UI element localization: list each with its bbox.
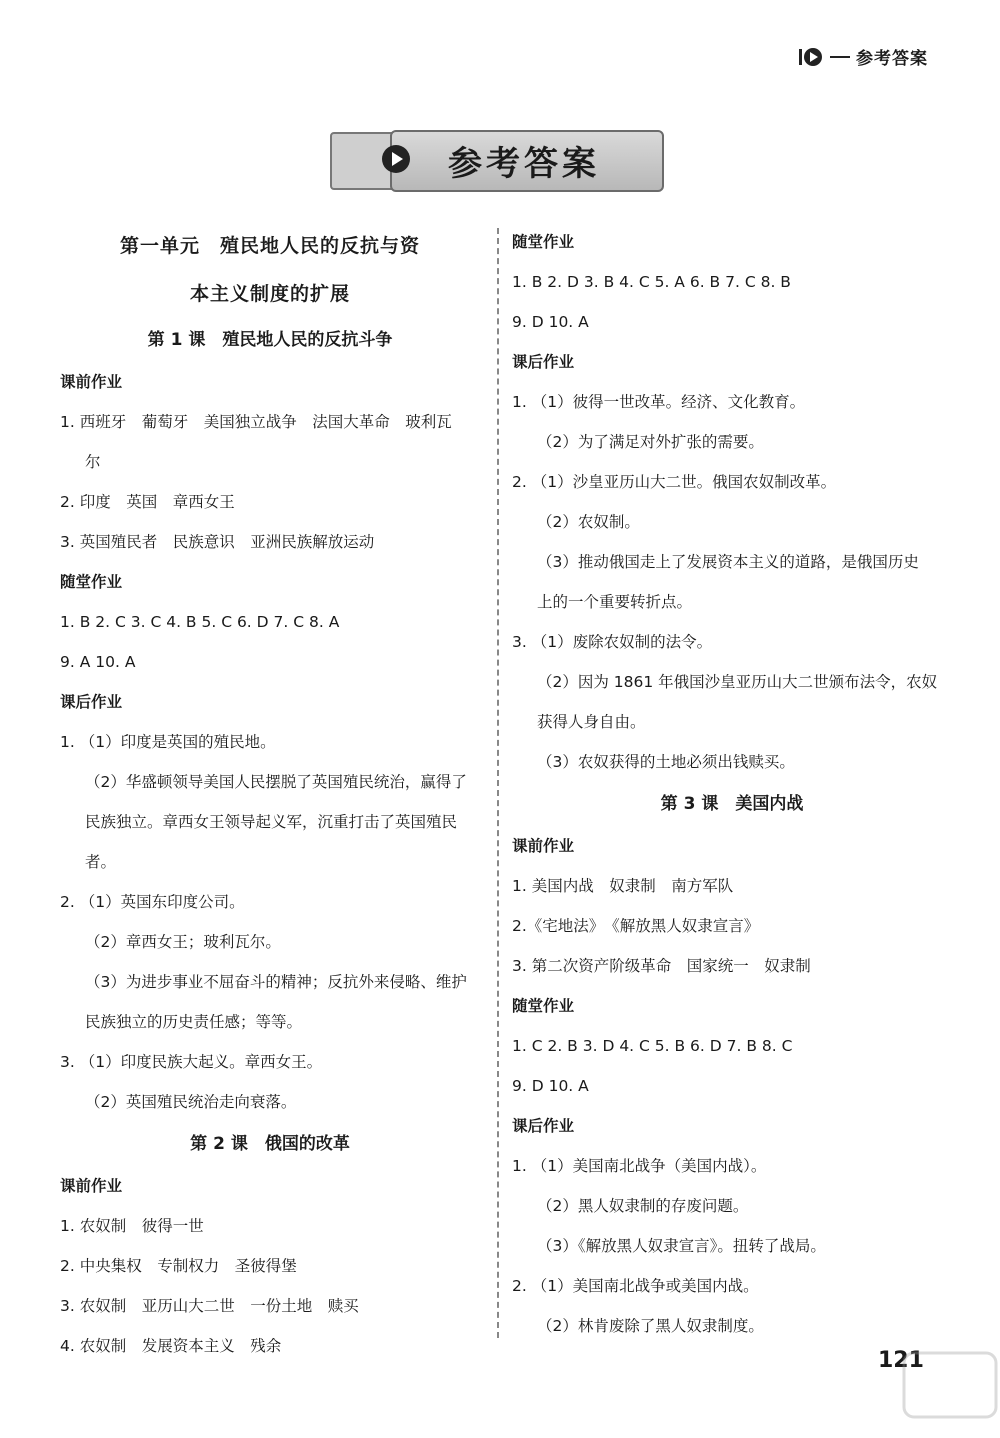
answer-item: 2. （1）美国南北战争或美国内战。 <box>512 1277 759 1295</box>
answer-continuation: （2）农奴制。 <box>537 513 640 531</box>
section-heading: 随堂作业 <box>512 997 575 1015</box>
answer-item: 2. 中央集权 专制权力 圣彼得堡 <box>60 1257 297 1275</box>
answer-item: 3. （1）印度民族大起义。章西女王。 <box>60 1053 323 1071</box>
section-heading: 课前作业 <box>60 373 123 391</box>
answer-continuation: （2）为了满足对外扩张的需要。 <box>537 433 764 451</box>
answer-continuation: （3）为进步事业不屈奋斗的精神；反抗外来侵略、维护 <box>85 973 467 991</box>
answer-item: 1. B 2. D 3. B 4. C 5. A 6. B 7. C 8. B <box>512 273 791 291</box>
answer-continuation: 者。 <box>85 853 117 871</box>
answer-item: 4. 农奴制 发展资本主义 残余 <box>60 1337 282 1355</box>
answer-item: 2.《宅地法》 《解放黑人奴隶宣言》 <box>512 917 760 935</box>
section-heading: 随堂作业 <box>60 573 123 591</box>
answer-item: 9. A 10. A <box>60 653 136 671</box>
unit-title: 第一单元 殖民地人民的反抗与资 <box>119 235 420 257</box>
answer-item: 9. D 10. A <box>512 313 589 331</box>
play-circle-icon <box>380 143 412 179</box>
answer-item: 1. 美国内战 奴隶制 南方军队 <box>512 877 734 895</box>
banner-title: 参考答案 <box>448 144 600 184</box>
answer-continuation: （2）华盛顿领导美国人民摆脱了英国殖民统治，赢得了 <box>85 773 467 791</box>
watermark-stamp-icon <box>900 1345 1000 1425</box>
section-heading: 课后作业 <box>60 693 123 711</box>
header-rule <box>830 56 850 58</box>
play-logo-icon <box>798 46 824 68</box>
answer-item: 3. 农奴制 亚历山大二世 一份土地 赎买 <box>60 1297 359 1315</box>
answer-item: 1. 西班牙 葡萄牙 美国独立战争 法国大革命 玻利瓦 <box>60 413 452 431</box>
answer-item: 1. B 2. C 3. C 4. B 5. C 6. D 7. C 8. A <box>60 613 340 631</box>
answer-continuation: 民族独立的历史责任感；等等。 <box>85 1013 303 1031</box>
answer-continuation: （2）林肯废除了黑人奴隶制度。 <box>537 1317 764 1335</box>
answer-continuation: （3）农奴获得的土地必须出钱赎买。 <box>537 753 795 771</box>
answer-continuation: （2）黑人奴隶制的存废问题。 <box>537 1197 749 1215</box>
lesson-title: 第 2 课 俄国的改革 <box>190 1134 350 1154</box>
answer-continuation: （2）因为 1861 年俄国沙皇亚历山大二世颁布法令，农奴 <box>537 673 938 691</box>
answer-continuation: （2）章西女王；玻利瓦尔。 <box>85 933 281 951</box>
page-header <box>798 44 928 69</box>
left-column <box>60 222 480 1366</box>
answer-continuation: 上的一个重要转折点。 <box>537 593 693 611</box>
answer-continuation: 获得人身自由。 <box>537 713 646 731</box>
answer-item: 1. （1）美国南北战争（美国内战）。 <box>512 1157 767 1175</box>
title-banner <box>330 130 660 188</box>
answer-continuation: 尔 <box>85 453 101 471</box>
section-heading: 课前作业 <box>512 837 575 855</box>
answer-item: 2. （1）沙皇亚历山大二世。俄国农奴制改革。 <box>512 473 837 491</box>
answer-item: 1. （1）印度是英国的殖民地。 <box>60 733 276 751</box>
answer-continuation: （3）《解放黑人奴隶宣言》。扭转了战局。 <box>537 1237 826 1255</box>
answer-item: 1. C 2. B 3. D 4. C 5. B 6. D 7. B 8. C <box>512 1037 793 1055</box>
section-heading: 课前作业 <box>60 1177 123 1195</box>
answer-item: 3. 英国殖民者 民族意识 亚洲民族解放运动 <box>60 533 375 551</box>
unit-title: 本主义制度的扩展 <box>189 283 350 305</box>
answer-item: 3. （1）废除农奴制的法令。 <box>512 633 713 651</box>
answer-item: 1. （1）彼得一世改革。经济、文化教育。 <box>512 393 806 411</box>
answer-item: 3. 第二次资产阶级革命 国家统一 奴隶制 <box>512 957 811 975</box>
answer-continuation: （3）推动俄国走上了发展资本主义的道路，是俄国历史 <box>537 553 919 571</box>
answer-continuation: （2）英国殖民统治走向衰落。 <box>85 1093 297 1111</box>
answer-item: 2. 印度 英国 章西女王 <box>60 493 235 511</box>
section-heading: 随堂作业 <box>512 233 575 251</box>
answer-item: 1. 农奴制 彼得一世 <box>60 1217 204 1235</box>
answer-item: 9. D 10. A <box>512 1077 589 1095</box>
right-column <box>512 222 952 1346</box>
lesson-title: 第 1 课 殖民地人民的反抗斗争 <box>147 330 393 350</box>
section-heading: 课后作业 <box>512 353 575 371</box>
section-heading: 课后作业 <box>512 1117 575 1135</box>
page-number: 121 <box>878 1348 924 1373</box>
answer-item: 2. （1）英国东印度公司。 <box>60 893 245 911</box>
column-divider <box>497 228 499 1338</box>
lesson-title: 第 3 课 美国内战 <box>660 794 804 814</box>
header-label: 参考答案 <box>856 49 928 69</box>
answer-continuation: 民族独立。章西女王领导起义军，沉重打击了英国殖民 <box>85 813 458 831</box>
